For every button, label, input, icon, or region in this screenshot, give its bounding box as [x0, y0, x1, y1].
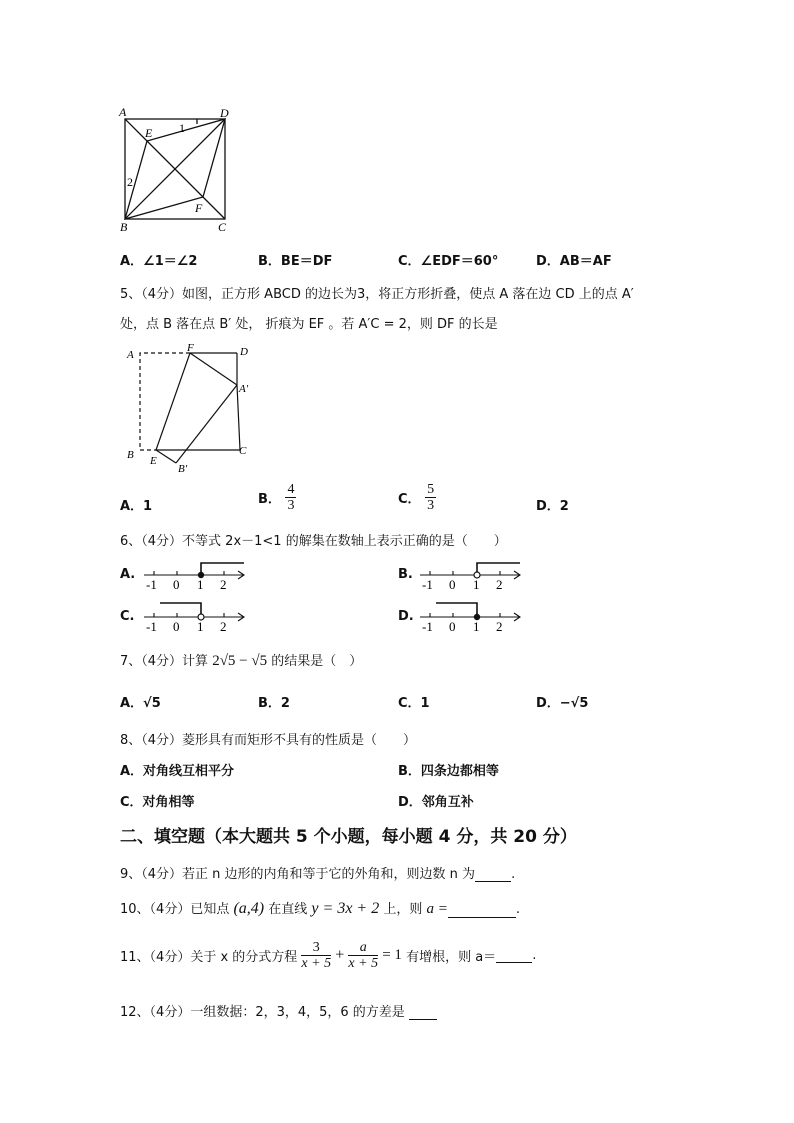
q6-stem: 6、（4分）不等式 2x－1<1 的解集在数轴上表示正确的是（ ） — [120, 534, 507, 549]
q5-option-b-fraction — [285, 482, 296, 513]
q6-b-tick-0: 0 — [449, 577, 456, 592]
q12-text: 12、（4分）一组数据：2，3，4，5，6 的方差是 — [120, 1005, 405, 1020]
q9-text: 9、（4分）若正 n 边形的内角和等于它的外角和，则边数 n 为 — [120, 867, 476, 882]
q6-c-tick-0: 0 — [173, 619, 180, 634]
q5-option-b[interactable] — [258, 482, 296, 513]
q5-label-a1: A′ — [239, 383, 249, 395]
q5-dashed-left — [140, 353, 190, 450]
q5-fold-fa1 — [190, 353, 237, 385]
q11-plus: + — [335, 946, 345, 964]
q5-figure — [118, 340, 258, 475]
section-2-heading: 二、填空题（本大题共 5 个小题，每小题 4 分，共 20 分） — [120, 827, 577, 847]
q8-option-c[interactable]: C．对角相等 — [120, 795, 195, 810]
q4-option-a[interactable]: A．∠1＝∠2 — [120, 254, 198, 269]
q7-option-b[interactable]: B．2 — [258, 696, 290, 711]
q4-option-d[interactable]: D．AB＝AF — [536, 254, 612, 269]
q4-option-c[interactable]: C．∠EDF＝60° — [398, 254, 499, 269]
q4-label-1: 1 — [179, 121, 185, 135]
q6-d-tick-2: 2 — [496, 619, 503, 634]
q10-stem: 10、（4分）已知点 (a,4) 在直线 y = 3x + 2 上，则 a = . — [120, 900, 521, 917]
q11-denominator-2: x + 5 — [348, 956, 379, 971]
q6-d-solution-ray — [436, 603, 477, 617]
q5-stem-line2: 处，点 B 落在点 B′ 处， 折痕为 EF 。若 A′C = 2，则 DF 的长是 — [120, 317, 498, 332]
q5-option-b-prefix: B． — [258, 492, 281, 507]
q11-numerator-1: 3 — [301, 940, 331, 956]
q11-stem: 11、（4分）关于 x 的分式方程 $\frac{3}{x + 5}$ + $\frac{a}{x + 5}$ = 1 有增根，则 a＝ . — [120, 940, 537, 971]
q9-stem: 9、（4分）若正 n 边形的内角和等于它的外角和，则边数 n 为 . — [120, 867, 516, 882]
q4-label-c: C — [218, 220, 227, 234]
q5-option-d[interactable]: D．2 — [536, 499, 569, 514]
q10-line: y = 3x + 2 — [311, 900, 380, 917]
q5-option-c-numerator: 5 — [427, 482, 435, 497]
q6-b-tick-1: 1 — [473, 577, 480, 592]
q6-option-a-letter[interactable]: A. — [120, 567, 136, 582]
q5-option-c-denominator: 3 — [427, 498, 435, 513]
q4-label-d: D — [220, 106, 229, 120]
q4-label-e: E — [145, 126, 153, 140]
q5-stem-line1: 5、（4分）如图，正方形 ABCD 的边长为3，将正方形折叠，使点 A 落在边 CD 上的点 A′ — [120, 287, 634, 302]
q6-option-a-numberline[interactable] — [140, 556, 250, 592]
q5-label-b1: B′ — [178, 463, 188, 475]
q5-option-c-fraction — [425, 482, 436, 513]
q5-fold-b1e — [156, 450, 176, 463]
q11-numerator-2: a — [348, 940, 378, 956]
q8-option-d[interactable]: D．邻角互补 — [398, 795, 474, 810]
q5-label-b: B — [127, 449, 134, 461]
q4-option-b[interactable]: B．BE＝DF — [258, 254, 333, 269]
q5-option-a[interactable]: A．1 — [120, 499, 153, 514]
q6-option-d-letter[interactable]: D. — [398, 609, 414, 624]
q6-option-b-letter[interactable]: B. — [398, 567, 413, 582]
q7-option-d[interactable]: D．−√5 — [536, 696, 589, 711]
q11-fraction-1 — [301, 940, 331, 971]
q8-stem: 8、（4分）菱形具有而矩形不具有的性质是（ ） — [120, 733, 417, 748]
q10-prefix: 10、（4分）已知点 — [120, 902, 230, 917]
q11-suffix: 有增根，则 a＝ — [406, 950, 497, 965]
q5-option-b-numerator: 4 — [287, 482, 295, 497]
q7-stem — [120, 650, 362, 670]
q10-var: a = — [426, 901, 448, 917]
q4-figure — [112, 102, 242, 237]
q11-denominator-1: x + 5 — [301, 956, 332, 971]
q5-label-f: F — [187, 342, 194, 354]
q6-option-c-numberline[interactable] — [140, 598, 250, 634]
q4-label-a: A — [119, 105, 127, 119]
q6-b-solution-ray — [477, 563, 520, 572]
q6-option-b-numberline[interactable] — [416, 556, 526, 592]
q5-option-c[interactable] — [398, 482, 436, 513]
q6-a-tick-1: 1 — [197, 577, 204, 592]
q10-mid: 在直线 — [268, 902, 308, 917]
q6-d-tick-m1: -1 — [422, 619, 433, 634]
q11-prefix: 11、（4分）关于 x 的分式方程 — [120, 950, 298, 965]
q7-option-a[interactable]: A．√5 — [120, 696, 161, 711]
q6-a-solution-ray — [201, 563, 244, 575]
q6-c-tick-m1: -1 — [146, 619, 157, 634]
q11-equals: = 1 — [382, 947, 402, 963]
q7-stem-suffix: 的结果是（ ） — [267, 654, 363, 669]
q6-a-tick-2: 2 — [220, 577, 227, 592]
q6-option-c-letter[interactable]: C. — [120, 609, 135, 624]
q12-answer-blank[interactable] — [409, 1005, 437, 1020]
q11-fraction-2 — [348, 940, 378, 971]
q12-stem — [120, 1001, 437, 1020]
q6-c-solution-ray — [160, 603, 201, 614]
q5-label-d: D — [240, 346, 248, 358]
q6-c-tick-1: 1 — [197, 619, 204, 634]
q10-answer-blank[interactable] — [448, 903, 516, 918]
q5-label-e: E — [150, 455, 157, 467]
q7-stem-expression: 2√5 − √5 — [212, 653, 268, 669]
q5-label-c: C — [239, 445, 247, 457]
q7-stem-prefix: 7、（4分）计算 — [120, 654, 213, 669]
q10-suffix: 上，则 — [383, 902, 423, 917]
q7-option-c[interactable]: C．1 — [398, 696, 430, 711]
q5-option-c-prefix: C． — [398, 492, 421, 507]
q6-a-tick-0: 0 — [173, 577, 180, 592]
q9-answer-blank[interactable] — [475, 867, 511, 882]
q4-label-2: 2 — [127, 175, 133, 189]
q10-point: (a,4) — [233, 900, 265, 917]
q5-label-a: A — [127, 349, 134, 361]
q5-fold-fe — [156, 353, 190, 450]
q6-b-tick-2: 2 — [496, 577, 503, 592]
q6-option-d-numberline[interactable] — [416, 598, 526, 634]
q4-label-b: B — [120, 220, 128, 234]
q6-a-tick-m1: -1 — [146, 577, 157, 592]
q6-b-tick-m1: -1 — [422, 577, 433, 592]
q8-option-a[interactable]: A．对角线互相平分 — [120, 764, 235, 779]
q6-d-tick-0: 0 — [449, 619, 456, 634]
q5-option-b-denominator: 3 — [287, 498, 295, 513]
q4-label-f: F — [195, 201, 203, 215]
q6-d-tick-1: 1 — [473, 619, 480, 634]
q6-c-tick-2: 2 — [220, 619, 227, 634]
q5-fold-a1b1 — [176, 385, 237, 463]
q8-option-b[interactable]: B．四条边都相等 — [398, 764, 499, 779]
q11-answer-blank[interactable] — [496, 948, 532, 963]
